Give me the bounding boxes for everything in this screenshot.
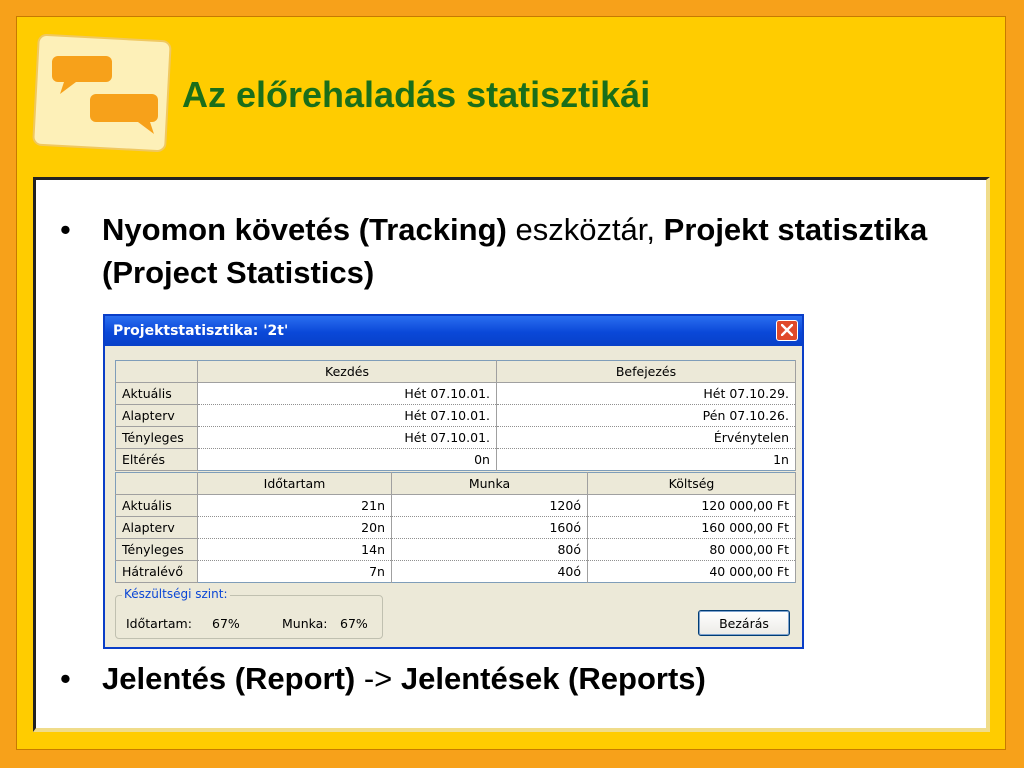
bullet-dot: •: [60, 212, 71, 247]
completion-groupbox: [115, 587, 383, 639]
table-cell: Hét 07.10.01.: [198, 405, 497, 427]
table-cell: Hét 07.10.29.: [497, 383, 796, 405]
header-cell: [116, 473, 198, 495]
metrics-table-header: [116, 473, 796, 495]
table-cell: 120 000,00 Ft: [588, 495, 796, 517]
header-cell: Befejezés: [497, 361, 796, 383]
table-row: [116, 405, 796, 427]
header-cell: Kezdés: [198, 361, 497, 383]
row-header: Aktuális: [116, 495, 198, 517]
row-header: Alapterv: [116, 405, 198, 427]
bullet-text-strong: Jelentés (Report): [102, 661, 356, 696]
chat-bubbles-logo-icon: [30, 32, 175, 152]
table-cell: Hét 07.10.01.: [198, 427, 497, 449]
table-row: [116, 383, 796, 405]
table-cell: 1n: [497, 449, 796, 471]
close-dialog-button[interactable]: Bezárás: [698, 610, 790, 636]
table-cell: 20n: [198, 517, 392, 539]
close-icon: [781, 324, 793, 336]
header-cell: Költség: [588, 473, 796, 495]
header-cell: Munka: [392, 473, 588, 495]
table-row: [116, 539, 796, 561]
bullet-text-strong: Projekt statisztika (Project Statistics): [102, 212, 928, 290]
bullet-text-strong: Jelentések (Reports): [400, 661, 706, 696]
bullet-text: ->: [355, 661, 401, 696]
row-header: Tényleges: [116, 539, 198, 561]
table-cell: 0n: [198, 449, 497, 471]
table-cell: 40ó: [392, 561, 588, 583]
table-cell: 160 000,00 Ft: [588, 517, 796, 539]
bullet-text-strong: Nyomon követés (Tracking): [102, 212, 507, 247]
row-header: Tényleges: [116, 427, 198, 449]
close-button[interactable]: [776, 320, 798, 341]
table-cell: 80ó: [392, 539, 588, 561]
table-cell: Érvénytelen: [497, 427, 796, 449]
table-cell: 21n: [198, 495, 392, 517]
bullet-dot: •: [60, 661, 71, 696]
table-cell: Pén 07.10.26.: [497, 405, 796, 427]
row-header: Hátralévő: [116, 561, 198, 583]
table-row: [116, 495, 796, 517]
row-header: Aktuális: [116, 383, 198, 405]
header-cell: [116, 361, 198, 383]
project-statistics-dialog: [103, 314, 804, 649]
table-cell: 7n: [198, 561, 392, 583]
table-cell: 14n: [198, 539, 392, 561]
metrics-table: [115, 472, 796, 583]
work-value: 67%: [340, 616, 368, 631]
header-cell: Időtartam: [198, 473, 392, 495]
content-panel: [33, 177, 990, 732]
bullet-text: eszköztár,: [506, 212, 664, 247]
table-row: [116, 427, 796, 449]
table-cell: 120ó: [392, 495, 588, 517]
table-cell: Hét 07.10.01.: [198, 383, 497, 405]
row-header: Eltérés: [116, 449, 198, 471]
duration-label: Időtartam:: [126, 616, 192, 631]
table-cell: 160ó: [392, 517, 588, 539]
table-cell: 80 000,00 Ft: [588, 539, 796, 561]
table-row: [116, 561, 796, 583]
dates-table-header: [116, 361, 796, 383]
completion-legend: Készültségi szint:: [124, 587, 228, 601]
dialog-titlebar[interactable]: [105, 316, 802, 346]
table-cell: 40 000,00 Ft: [588, 561, 796, 583]
table-row: [116, 449, 796, 471]
dates-table: [115, 360, 796, 471]
work-label: Munka:: [282, 616, 328, 631]
duration-value: 67%: [212, 616, 240, 631]
table-row: [116, 517, 796, 539]
slide-title: Az előrehaladás statisztikái: [182, 74, 651, 115]
dialog-title: Projektstatisztika: '2t': [113, 323, 289, 339]
row-header: Alapterv: [116, 517, 198, 539]
